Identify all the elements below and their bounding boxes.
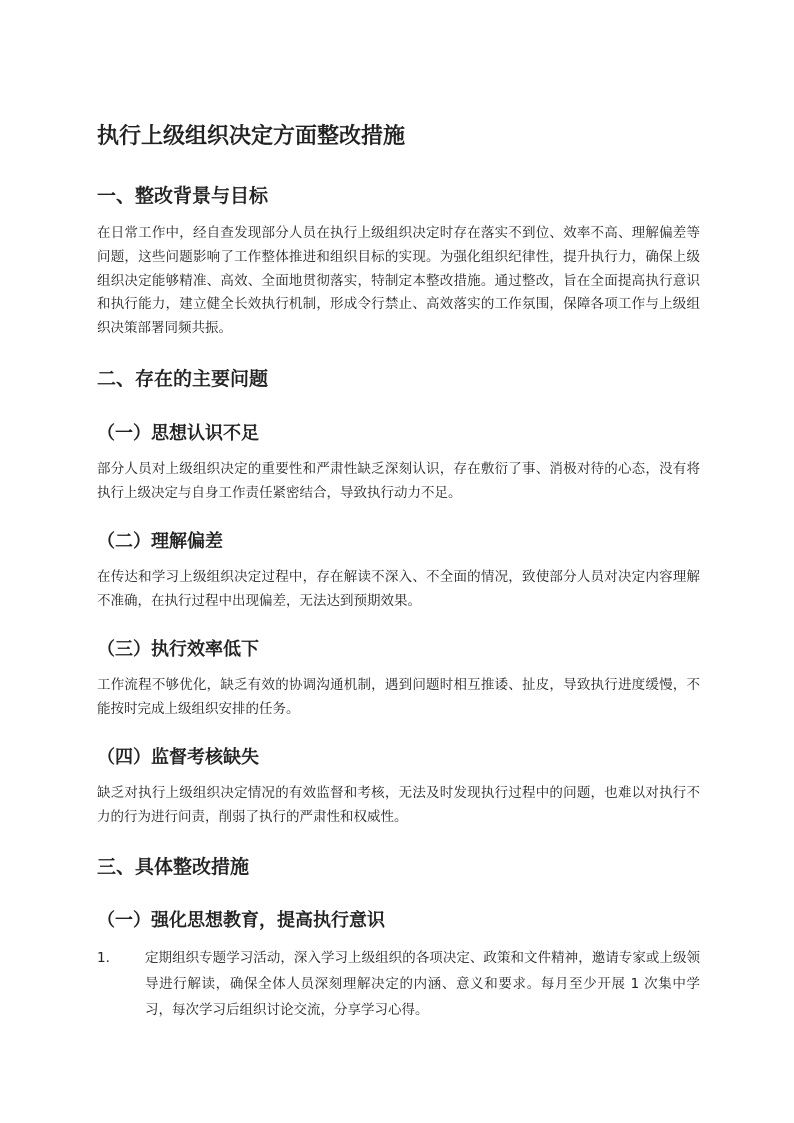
section-heading-problems: 二、存在的主要问题 — [97, 368, 269, 390]
subsection-heading-education: （一）强化思想教育，提高执行意识 — [97, 910, 385, 931]
list-item-number: 1. — [97, 950, 110, 966]
subsection-paragraph-supervision: 缺乏对执行上级组织决定情况的有效监督和考核，无法及时发现执行过程中的问题，也难以对执行不力的行为进行问责，削弱了执行的严肃性和权威性。 — [97, 785, 700, 825]
section-heading-measures: 三、具体整改措施 — [97, 856, 250, 878]
subsection-heading-supervision: （四）监督考核缺失 — [97, 747, 259, 768]
section-paragraph-background: 在日常工作中，经自查发现部分人员在执行上级组织决定时存在落实不到位、效率不高、理解偏差等问题，这些问题影响了工作整体推进和组织目标的实现。为强化组织纪律性，提升执行力，确保上级组织决定能够精准、高效、全面地贯彻落实，特制定本整改措施。通过整改，旨在全面提高执行意识和执行能力，建立健全长效执行机制，形成令行禁止、高效落实的工作氛围，保障各项工作与上级组织决策部署同频共振。 — [97, 225, 700, 337]
subsection-paragraph-efficiency: 工作流程不够优化，缺乏有效的协调沟通机制，遇到问题时相互推诿、扯皮，导致执行进度缓慢，不能按时完成上级组织安排的任务。 — [97, 677, 700, 717]
subsection-heading-awareness: （一）思想认识不足 — [97, 423, 259, 444]
subsection-heading-understanding: （二）理解偏差 — [97, 531, 223, 552]
subsection-paragraph-understanding: 在传达和学习上级组织决定过程中，存在解读不深入、不全面的情况，致使部分人员对决定内容理解不准确，在执行过程中出现偏差，无法达到预期效果。 — [97, 569, 700, 609]
section-heading-background: 一、整改背景与目标 — [97, 185, 269, 207]
document-title: 执行上级组织决定方面整改措施 — [97, 124, 406, 149]
subsection-heading-efficiency: （三）执行效率低下 — [97, 639, 259, 660]
list-item-text: 定期组织专题学习活动，深入学习上级组织的各项决定、政策和文件精神，邀请专家或上级领导进行解读，确保全体人员深刻理解决定的内涵、意义和要求。每月至少开展 1 次集中学习，每次学习后组织讨论交流，分享学习心得。 — [145, 950, 700, 1018]
subsection-paragraph-awareness: 部分人员对上级组织决定的重要性和严肃性缺乏深刻认识，存在敷衍了事、消极对待的心态，没有将执行上级决定与自身工作责任紧密结合，导致执行动力不足。 — [97, 461, 700, 501]
